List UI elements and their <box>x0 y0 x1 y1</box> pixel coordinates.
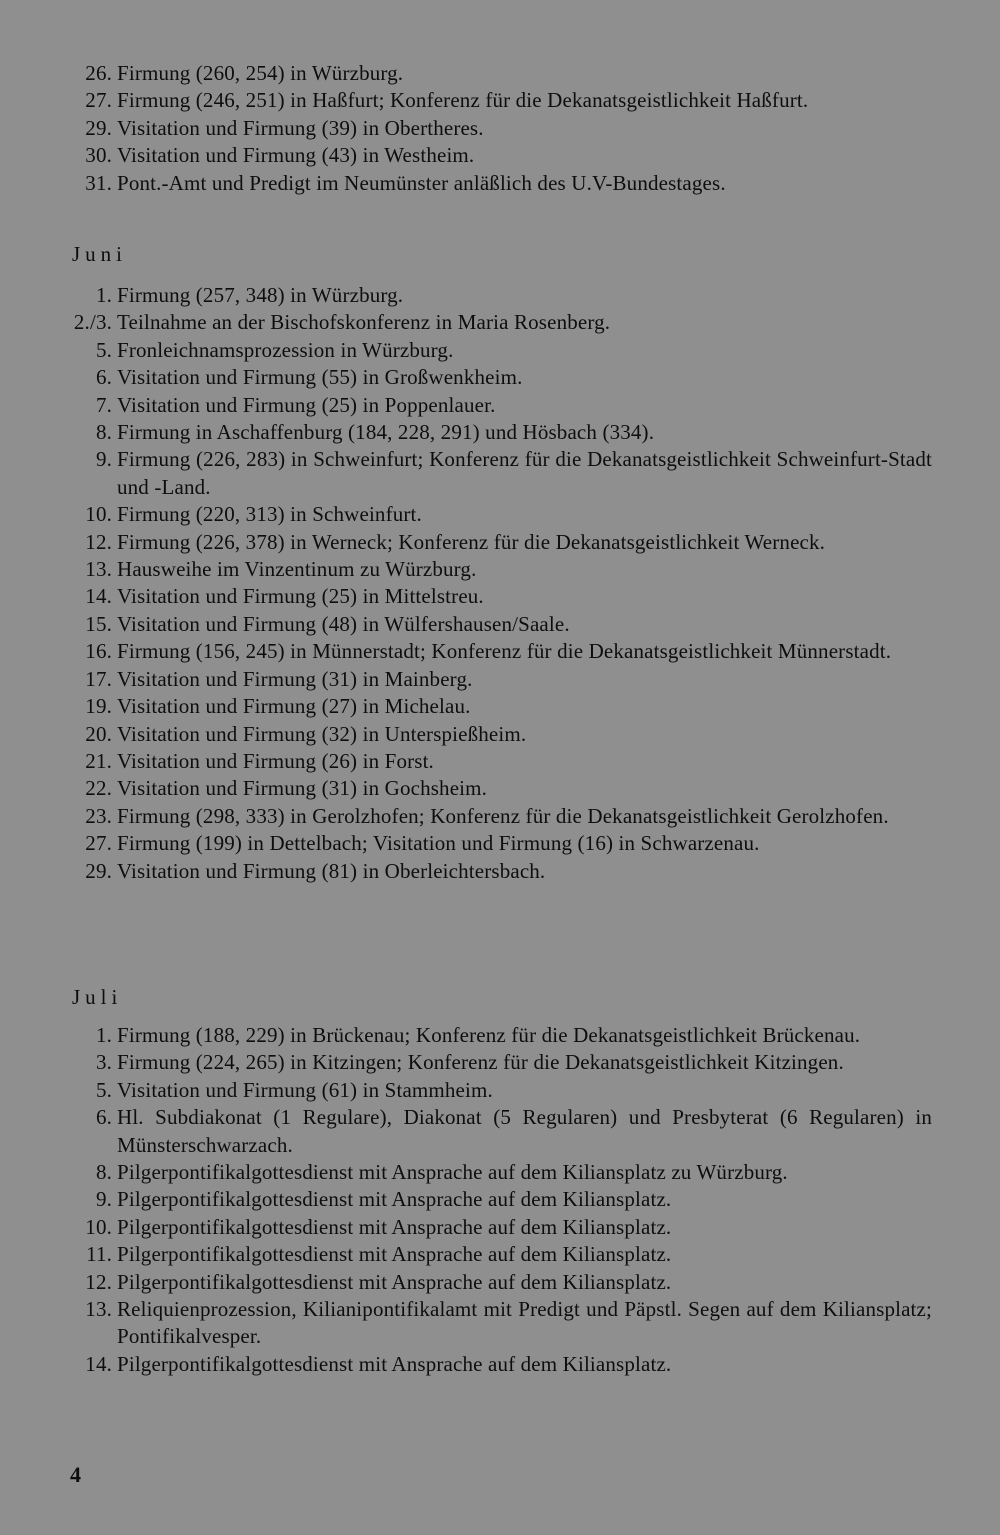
list-item <box>72 142 932 169</box>
entry-date: 15. <box>85 611 112 636</box>
list-item <box>72 1077 932 1104</box>
list-item <box>72 556 932 583</box>
entry-date: 12. <box>85 1269 112 1294</box>
entry-text: Visitation und Firmung (32) in Unterspießheim. <box>117 721 527 746</box>
entry-date: 20. <box>85 721 112 746</box>
list-item <box>72 419 932 446</box>
entry-text: Pilgerpontifikalgottesdienst mit Ansprache auf dem Kiliansplatz. <box>117 1187 672 1212</box>
entry-date: 1. <box>95 1023 112 1047</box>
entry-date: 10. <box>85 1214 112 1239</box>
list-item <box>72 87 932 114</box>
entry-text: Pilgerpontifikalgottesdienst mit Ansprache auf dem Kiliansplatz zu Würzburg. <box>117 1160 788 1185</box>
entry-date: 21. <box>85 748 112 773</box>
entry-date: 7. <box>95 392 112 417</box>
entry-date: 14. <box>85 584 112 609</box>
list-item <box>72 583 932 610</box>
entry-date: 27. <box>85 88 112 113</box>
entry-date: 27. <box>85 831 112 856</box>
entry-date: 6. <box>95 1105 112 1130</box>
entry-text: Visitation und Firmung (61) in Stammheim. <box>117 1077 493 1102</box>
entry-text: Visitation und Firmung (26) in Forst. <box>117 748 434 773</box>
list-item <box>72 1022 932 1049</box>
list-item <box>72 364 932 391</box>
entry-text: Pont.-Amt und Predigt im Neumünster anläßlich des U.V-Bundestages. <box>117 170 726 195</box>
list-item <box>72 282 932 309</box>
entry-text: Firmung (156, 245) in Münnerstadt; Konferenz für die Dekanatsgeistlichkeit Münnerstadt. <box>117 639 892 664</box>
list-item <box>72 666 932 693</box>
entry-text: Firmung (188, 229) in Brückenau; Konferenz für die Dekanatsgeistlichkeit Brückenau. <box>117 1023 861 1047</box>
list-item <box>72 170 932 197</box>
june-heading: Juni <box>72 242 128 266</box>
june-entries <box>72 282 932 885</box>
list-item <box>72 1159 932 1186</box>
entry-text: Visitation und Firmung (43) in Westheim. <box>117 143 475 168</box>
entry-date: 10. <box>85 502 112 527</box>
entry-date: 12. <box>85 529 112 554</box>
entry-date: 8. <box>95 1160 112 1185</box>
entry-date: 29. <box>85 115 112 140</box>
entry-text: Firmung (199) in Dettelbach; Visitation und Firmung (16) in Schwarzenau. <box>117 831 760 856</box>
list-item <box>72 1296 932 1351</box>
list-item <box>72 1186 932 1213</box>
entry-text: Visitation und Firmung (25) in Poppenlauer. <box>117 392 496 417</box>
entry-text: Visitation und Firmung (31) in Gochsheim. <box>117 776 488 801</box>
entry-text: Firmung (226, 283) in Schweinfurt; Konferenz für die Dekanatsgeistlichkeit Schweinfurt-Stadt und -Land. <box>117 447 932 499</box>
list-item <box>72 830 932 857</box>
entry-text: Firmung in Aschaffenburg (184, 228, 291) und Hösbach (334). <box>117 420 655 445</box>
list-item <box>72 775 932 802</box>
list-item <box>72 1049 932 1076</box>
list-item <box>72 693 932 720</box>
entry-date: 6. <box>95 365 112 390</box>
entry-text: Hl. Subdiakonat (1 Regulare), Diakonat (5 Regularen) und Presbyterat (6 Regularen) in Münsterschwarzach. <box>117 1105 932 1157</box>
entry-date: 30. <box>85 143 112 168</box>
entry-text: Pilgerpontifikalgottesdienst mit Ansprache auf dem Kiliansplatz. <box>117 1214 672 1239</box>
list-item <box>72 803 932 830</box>
entry-text: Visitation und Firmung (27) in Michelau. <box>117 694 471 719</box>
entry-date: 8. <box>95 420 112 445</box>
entry-text: Visitation und Firmung (81) in Oberleichtersbach. <box>117 858 546 883</box>
list-item <box>72 392 932 419</box>
entry-date: 19. <box>85 694 112 719</box>
list-item <box>72 1241 932 1268</box>
entry-date: 9. <box>95 1187 112 1212</box>
list-item <box>72 60 932 87</box>
list-item <box>72 501 932 528</box>
entry-date: 11. <box>86 1242 112 1267</box>
list-item <box>72 721 932 748</box>
entry-text: Visitation und Firmung (39) in Obertheres. <box>117 115 484 140</box>
entry-date: 29. <box>85 858 112 883</box>
entry-text: Teilnahme an der Bischofskonferenz in Maria Rosenberg. <box>117 310 611 335</box>
list-item <box>72 858 932 885</box>
entry-text: Pilgerpontifikalgottesdienst mit Ansprache auf dem Kiliansplatz. <box>117 1242 672 1267</box>
entry-date: 5. <box>95 1077 112 1102</box>
list-item <box>72 611 932 638</box>
list-item <box>72 1351 932 1378</box>
list-item <box>72 1104 932 1159</box>
entry-text: Fronleichnamsprozession in Würzburg. <box>117 337 454 362</box>
list-item <box>72 638 932 665</box>
entry-date: 22. <box>85 776 112 801</box>
entry-date: 17. <box>85 666 112 691</box>
list-item <box>72 309 932 336</box>
entry-date: 13. <box>85 557 112 582</box>
entry-date: 13. <box>85 1297 112 1322</box>
entry-text: Hausweihe im Vinzentinum zu Würzburg. <box>117 557 477 582</box>
entry-text: Firmung (246, 251) in Haßfurt; Konferenz für die Dekanatsgeistlichkeit Haßfurt. <box>117 88 809 113</box>
entry-date: 14. <box>85 1351 112 1376</box>
july-entries <box>72 1022 932 1378</box>
entry-text: Firmung (260, 254) in Würzburg. <box>117 61 404 85</box>
entry-date: 26. <box>85 61 112 85</box>
entry-text: Firmung (298, 333) in Gerolzhofen; Konferenz für die Dekanatsgeistlichkeit Gerolzhofen. <box>117 803 889 828</box>
entry-text: Visitation und Firmung (48) in Wülfershausen/Saale. <box>117 611 570 636</box>
entry-text: Visitation und Firmung (25) in Mittelstreu. <box>117 584 484 609</box>
entry-text: Visitation und Firmung (31) in Mainberg. <box>117 666 473 691</box>
list-item <box>72 446 932 501</box>
list-item <box>72 337 932 364</box>
entry-date: 2./3. <box>73 310 112 335</box>
list-item <box>72 748 932 775</box>
entry-text: Pilgerpontifikalgottesdienst mit Ansprache auf dem Kiliansplatz. <box>117 1351 672 1376</box>
entry-text: Firmung (226, 378) in Werneck; Konferenz für die Dekanatsgeistlichkeit Werneck. <box>117 529 826 554</box>
entry-date: 3. <box>95 1050 112 1075</box>
entry-date: 23. <box>85 803 112 828</box>
page-number: 4 <box>70 1462 81 1487</box>
entry-date: 16. <box>85 639 112 664</box>
entry-text: Firmung (220, 313) in Schweinfurt. <box>117 502 422 527</box>
list-item <box>72 115 932 142</box>
entry-date: 1. <box>95 283 112 307</box>
entry-date: 9. <box>95 447 112 472</box>
entry-date: 31. <box>85 170 112 195</box>
list-item <box>72 1214 932 1241</box>
list-item <box>72 529 932 556</box>
entry-text: Pilgerpontifikalgottesdienst mit Ansprache auf dem Kiliansplatz. <box>117 1269 672 1294</box>
entry-text: Visitation und Firmung (55) in Großwenkheim. <box>117 365 523 390</box>
entry-text: Firmung (224, 265) in Kitzingen; Konferenz für die Dekanatsgeistlichkeit Kitzingen. <box>117 1050 844 1075</box>
list-item <box>72 1269 932 1296</box>
entry-text: Firmung (257, 348) in Würzburg. <box>117 283 404 307</box>
entry-text: Reliquienprozession, Kilianipontifikalamt mit Predigt und Päpstl. Segen auf dem Kiliansplatz; Pontifikalvesper. <box>117 1297 932 1349</box>
july-heading: Juli <box>72 985 123 1009</box>
may-entries <box>72 60 932 197</box>
entry-date: 5. <box>95 337 112 362</box>
